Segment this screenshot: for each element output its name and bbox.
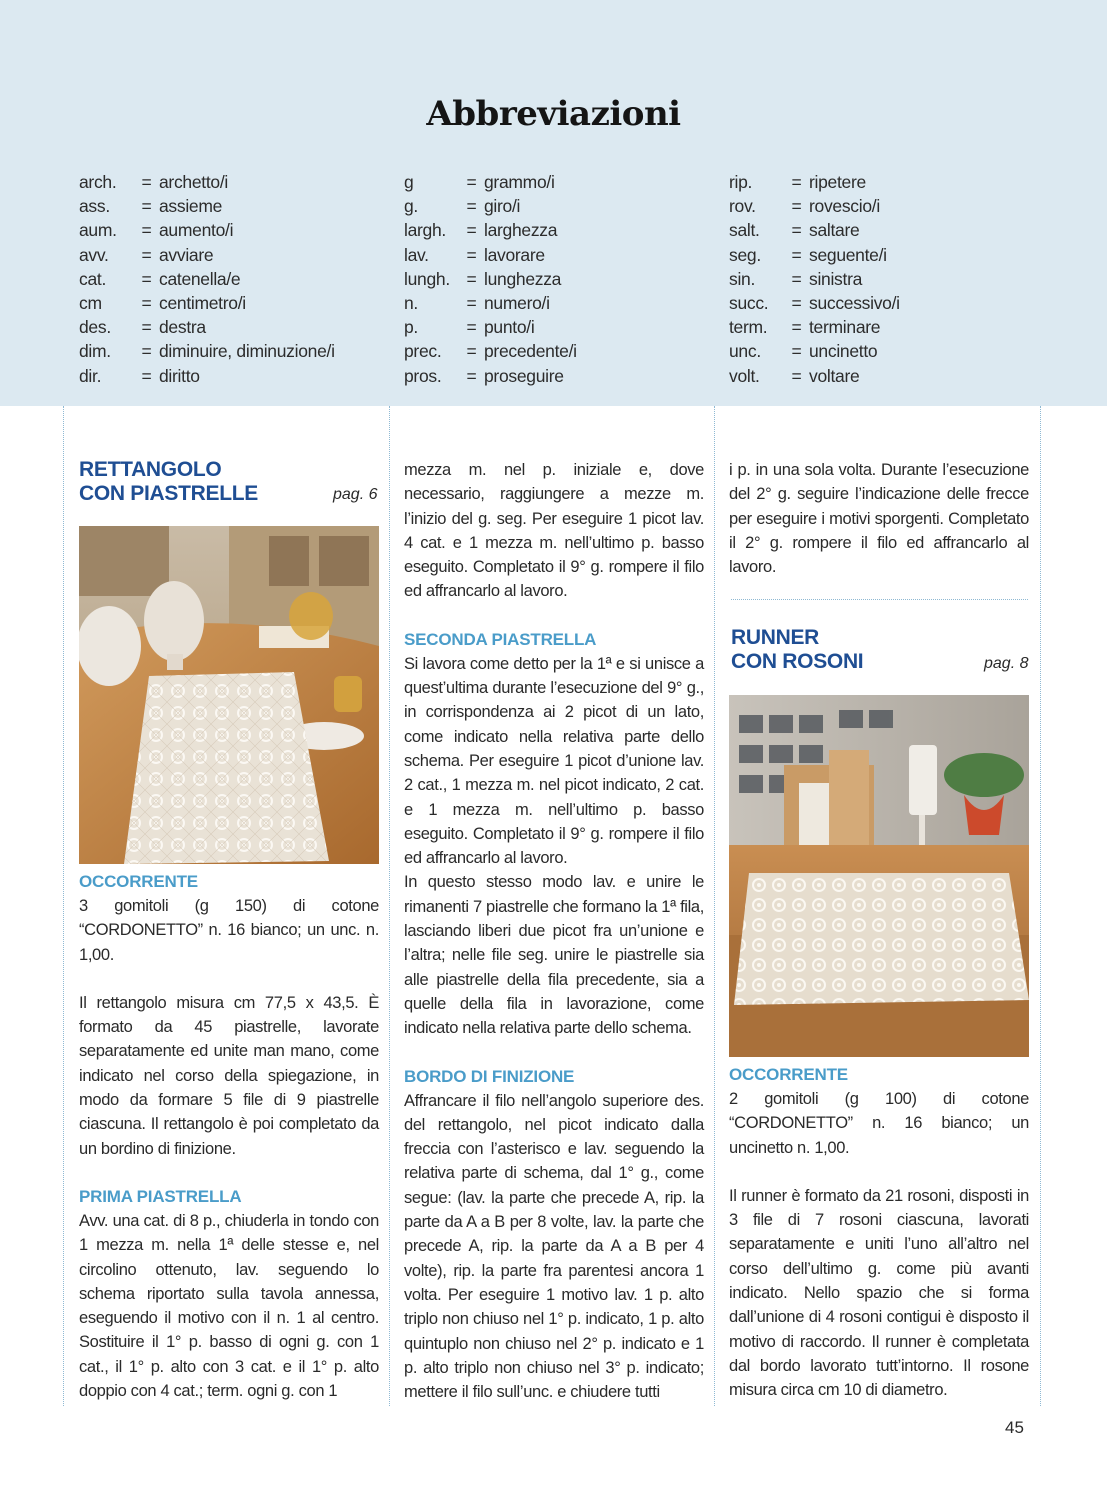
abbreviation-meaning: uncinetto xyxy=(809,341,878,362)
abbreviation-meaning: voltare xyxy=(809,365,860,386)
abbreviation-term: g. xyxy=(404,196,418,217)
abbreviation-term: salt. xyxy=(729,220,760,241)
abbreviation-term: succ. xyxy=(729,292,769,313)
abbreviation-meaning: punto/i xyxy=(484,317,535,338)
equals-sign: = xyxy=(141,196,152,217)
abbreviation-term: pros. xyxy=(404,365,442,386)
bordo-continued-text: i p. in una sola volta. Durante l’esecuzione del 2° g. seguire l’indicazione delle frecce per eseguire i motivi sporgenti. Completato il 2° g. rompere il filo ed affrancarlo al lavoro. xyxy=(729,461,1029,577)
abbreviation-row xyxy=(729,194,900,218)
abbreviation-row xyxy=(729,364,900,388)
prima-piastrella-continued-text: mezza m. nel p. iniziale e, dove necessario, raggiungere a mezze m. l’inizio del g. seg. Per eseguire 1 picot lav. 4 cat. e 1 mezza m. nell’ultimo p. basso eseguito. Completato il 9° g. rompere il filo ed affrancarlo al lavoro. xyxy=(404,461,704,601)
abbreviation-row xyxy=(729,170,900,194)
abbreviation-term: arch. xyxy=(79,172,117,192)
abbreviation-row xyxy=(404,315,577,339)
rettangolo-text-block xyxy=(79,870,379,1403)
abbreviation-term: term. xyxy=(729,317,768,338)
abbreviations-column-1 xyxy=(79,170,335,388)
abbreviation-meaning: lunghezza xyxy=(484,268,562,289)
equals-sign: = xyxy=(466,244,477,265)
abbreviation-row xyxy=(729,339,900,363)
seconda-piastrella-heading: SECONDA PIASTRELLA xyxy=(404,629,597,649)
column-divider xyxy=(1040,406,1041,1406)
column-divider xyxy=(389,406,390,1406)
abbreviation-term: largh. xyxy=(404,220,446,241)
abbreviation-term: lungh. xyxy=(404,268,450,289)
rettangolo-photo xyxy=(79,526,379,864)
abbreviation-term: n. xyxy=(404,292,418,313)
abbreviation-row xyxy=(404,218,577,242)
abbreviation-term: seg. xyxy=(729,244,761,265)
abbreviation-term: avv. xyxy=(79,244,109,265)
abbreviation-meaning: catenella/e xyxy=(159,268,241,289)
abbreviation-meaning: proseguire xyxy=(484,365,564,386)
equals-sign: = xyxy=(466,172,477,192)
equals-sign: = xyxy=(791,172,802,192)
seconda-piastrella-text-2: In questo stesso modo lav. e unire le rimanenti 7 piastrelle che formano la 1ª fila, lasciando liberi due picot fra un’unione e l’altra; nelle file seg. unire le piastrelle sia alle piastrelle della fila precedente, sia a quelle della fila in lavorazione, come indicato nella relativa parte dello schema. xyxy=(404,873,704,1038)
rettangolo-intro-text: Il rettangolo misura cm 77,5 x 43,5. È formato da 45 piastrelle, lavorate separatamente ed unite man mano, come indicato nel corso della spiegazione, in modo da formare 5 file di 9 piastrelle ciascuna. Il rettangolo è poi completato da un bordino di finizione. xyxy=(79,993,379,1158)
abbreviation-row xyxy=(79,364,335,388)
equals-sign: = xyxy=(791,341,802,362)
page-number: 45 xyxy=(1005,1418,1024,1437)
abbreviations-column-3 xyxy=(729,170,900,388)
abbreviation-meaning: ripetere xyxy=(809,172,866,192)
abbreviation-meaning: larghezza xyxy=(484,220,558,241)
runner-text-block xyxy=(729,1063,1029,1403)
abbreviation-term: dim. xyxy=(79,341,111,362)
bordo-di-finizione-heading: BORDO DI FINIZIONE xyxy=(404,1066,575,1086)
abbreviation-term: volt. xyxy=(729,365,760,386)
abbreviation-meaning: assieme xyxy=(159,196,223,217)
equals-sign: = xyxy=(791,317,802,338)
equals-sign: = xyxy=(791,220,802,241)
abbreviation-term: g xyxy=(404,172,414,192)
runner-occorrente-text: 2 gomitoli (g 100) di cotone “CORDONETTO” n. 16 bianco; un uncinetto n. 1,00. xyxy=(729,1090,1029,1157)
equals-sign: = xyxy=(141,172,152,192)
column-divider xyxy=(714,406,715,1406)
runner-page-ref: pag. 8 xyxy=(984,655,1029,672)
abbreviation-row xyxy=(404,364,577,388)
abbreviation-row xyxy=(729,243,900,267)
abbreviation-term: aum. xyxy=(79,220,117,241)
abbreviation-term: rov. xyxy=(729,196,756,217)
abbreviations-column-2 xyxy=(404,170,577,388)
abbreviation-meaning: rovescio/i xyxy=(809,196,880,217)
abbreviation-row xyxy=(404,339,577,363)
equals-sign: = xyxy=(791,365,802,386)
prima-piastrella-text: Avv. una cat. di 8 p., chiuderla in tondo con 1 mezza m. nella 1ª delle stesse e, nel circolino ottenuto, lav. seguendo lo schema riportato sulla tavola annessa, eseguendo il motivo con il n. 1 al centro. Sostituire il 1° p. basso di ogni g. con 1 cat., il 1° p. alto con 3 cat. e il 1° p. alto doppio con 4 cat.; term. ogni g. con 1 xyxy=(79,1211,379,1401)
prima-piastrella-heading: PRIMA PIASTRELLA xyxy=(79,1186,242,1206)
runner-description-text: Il runner è formato da 21 rosoni, disposti in 3 file di 7 rosoni ciascuna, lavorati separatamente e uniti l’uno all’altro nel corso dell’ultimo g. come più avanti indicato. Nello spazio che si forma dall’unione di 4 rosoni contigui è disposto il motivo di raccordo. Il runner è completata dal bordo lavorato tutt’intorno. Il rosone misura circa cm 10 di diametro. xyxy=(729,1186,1029,1400)
abbreviation-row xyxy=(79,194,335,218)
equals-sign: = xyxy=(466,365,477,386)
equals-sign: = xyxy=(141,341,152,362)
equals-sign: = xyxy=(466,292,477,313)
abbreviation-row xyxy=(79,243,335,267)
bordo-di-finizione-text: Affrancare il filo nell’angolo superiore des. del rettangolo, nel picot indicato dalla freccia con l’asterisco e lav. seguendo la relativa parte di schema, dal 1° g., come segue: (lav. la parte che precede A, rip. la parte da A a B per 8 volte, lav. la parte che precede A, rip. la parte da A a B per 4 volte), rip. la parte fra parentesi ancora 1 volta. Per eseguire 1 motivo lav. 1 p. alto triplo non chiuso nel 1° p. indicato, 1 p. alto quintuplo non chiuso nel 2° p. indicato e 1 p. alto triplo non chiuso nel 3° p. indicato; mettere il filo sull’unc. e chiudere tutti xyxy=(404,1091,704,1402)
abbreviation-term: sin. xyxy=(729,268,756,289)
abbreviation-meaning: successivo/i xyxy=(809,292,900,313)
abbreviation-term: cat. xyxy=(79,268,107,289)
occorrente-heading: OCCORRENTE xyxy=(79,872,198,891)
abbreviation-meaning: precedente/i xyxy=(484,341,577,362)
abbreviation-term: p. xyxy=(404,317,418,338)
abbreviation-row xyxy=(79,339,335,363)
equals-sign: = xyxy=(466,317,477,338)
equals-sign: = xyxy=(141,220,152,241)
equals-sign: = xyxy=(466,196,477,217)
abbreviation-meaning: grammo/i xyxy=(484,172,555,192)
abbreviation-meaning: lavorare xyxy=(484,244,545,265)
abbreviation-row xyxy=(79,291,335,315)
abbreviation-term: cm xyxy=(79,292,102,313)
rettangolo-page-ref: pag. 6 xyxy=(333,486,378,503)
abbreviation-row xyxy=(404,170,577,194)
equals-sign: = xyxy=(791,196,802,217)
equals-sign: = xyxy=(466,220,477,241)
abbreviation-row xyxy=(79,218,335,242)
equals-sign: = xyxy=(466,268,477,289)
equals-sign: = xyxy=(791,268,802,289)
section-divider xyxy=(731,599,1028,600)
abbreviation-meaning: giro/i xyxy=(484,196,521,217)
abbreviation-term: dir. xyxy=(79,365,102,386)
rettangolo-title-line1: RETTANGOLO xyxy=(79,458,222,481)
abbreviation-meaning: centimetro/i xyxy=(159,292,246,313)
abbreviation-term: prec. xyxy=(404,341,442,362)
occorrente-text: 3 gomitoli (g 150) di cotone “CORDONETTO” n. 16 bianco; un unc. n. 1,00. xyxy=(79,897,379,964)
abbreviation-term: lav. xyxy=(404,244,429,265)
runner-occorrente-heading: OCCORRENTE xyxy=(729,1065,848,1084)
equals-sign: = xyxy=(141,292,152,313)
runner-title-line2: CON ROSONI xyxy=(731,650,864,673)
abbreviation-term: ass. xyxy=(79,196,110,217)
abbreviation-meaning: terminare xyxy=(809,317,881,338)
equals-sign: = xyxy=(141,268,152,289)
page-title: Abbreviazioni xyxy=(426,94,681,134)
seconda-piastrella-text: Si lavora come detto per la 1ª e si unisce a quest’ultima durante l’esecuzione del 9° g., in corrispondenza ai 2 picot di un lato, come indicato nella relativa parte dello schema. Per eseguire 1 picot d’unione lav. 2 cat., 1 mezza m. nel picot indicato, 2 cat. e 1 mezza m. nell’ultimo p. basso eseguito. Completato il 9° g. rompere il filo ed affrancarlo al lavoro. xyxy=(404,654,704,868)
equals-sign: = xyxy=(466,341,477,362)
abbreviation-term: rip. xyxy=(729,172,753,192)
abbreviation-row xyxy=(729,315,900,339)
abbreviation-row xyxy=(79,315,335,339)
abbreviation-row xyxy=(404,243,577,267)
equals-sign: = xyxy=(791,292,802,313)
abbreviation-meaning: archetto/i xyxy=(159,172,228,192)
abbreviation-meaning: saltare xyxy=(809,220,860,241)
abbreviation-meaning: aumento/i xyxy=(159,220,234,241)
column-divider xyxy=(63,406,64,1406)
abbreviation-row xyxy=(404,291,577,315)
abbreviation-meaning: seguente/i xyxy=(809,244,887,265)
right-continued-block xyxy=(729,458,1029,579)
abbreviation-row xyxy=(79,267,335,291)
equals-sign: = xyxy=(141,244,152,265)
abbreviation-row xyxy=(729,267,900,291)
runner-photo xyxy=(729,695,1029,1057)
abbreviation-meaning: numero/i xyxy=(484,292,550,313)
abbreviation-meaning: sinistra xyxy=(809,268,863,289)
abbreviation-meaning: diritto xyxy=(159,365,200,386)
equals-sign: = xyxy=(141,317,152,338)
abbreviation-meaning: avviare xyxy=(159,244,214,265)
runner-title-line1: RUNNER xyxy=(731,626,820,649)
abbreviation-row xyxy=(404,194,577,218)
middle-text-block xyxy=(404,458,704,1404)
abbreviation-row xyxy=(79,170,335,194)
abbreviation-row xyxy=(729,218,900,242)
equals-sign: = xyxy=(141,365,152,386)
abbreviation-meaning: diminuire, diminuzione/i xyxy=(159,341,335,362)
rettangolo-title-line2: CON PIASTRELLE xyxy=(79,482,258,505)
abbreviation-row xyxy=(729,291,900,315)
abbreviation-meaning: destra xyxy=(159,317,206,338)
abbreviation-row xyxy=(404,267,577,291)
equals-sign: = xyxy=(791,244,802,265)
abbreviation-term: des. xyxy=(79,317,111,338)
abbreviation-term: unc. xyxy=(729,341,761,362)
